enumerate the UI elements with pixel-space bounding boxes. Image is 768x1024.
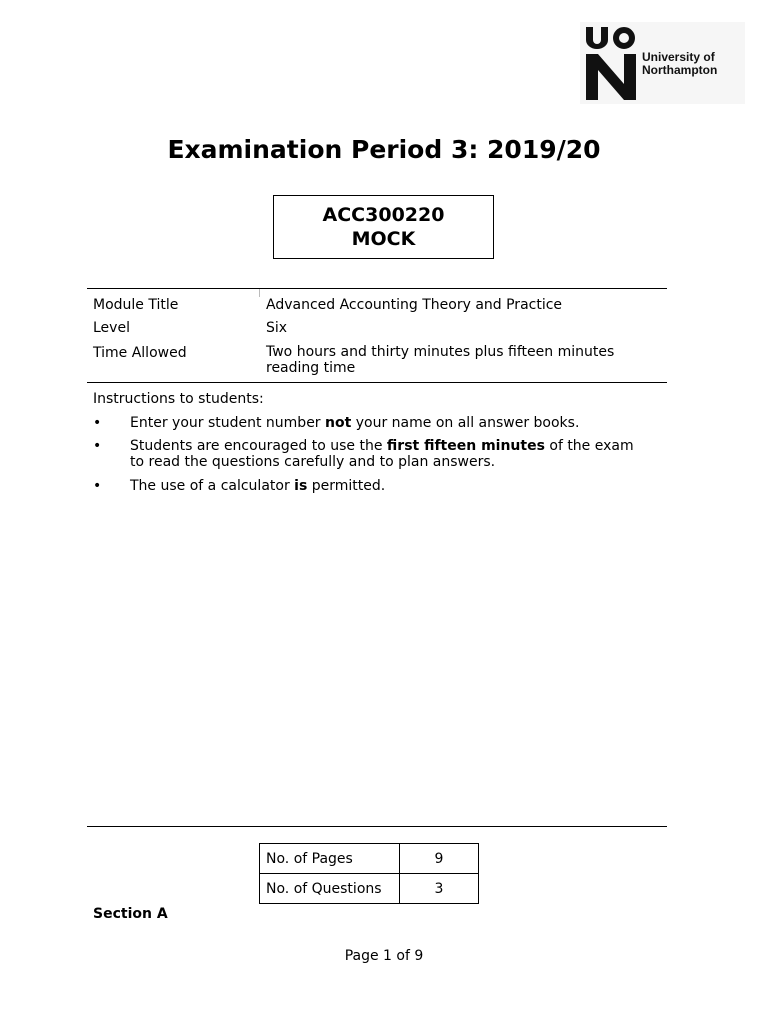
logo-letter-n-icon (586, 54, 636, 100)
exam-summary-table (259, 843, 479, 904)
bullet-1: • (93, 415, 102, 431)
time-allowed-value: Two hours and thirty minutes plus fifteen minutes reading time (266, 344, 615, 376)
instruction-3-bold: is (294, 478, 308, 494)
module-code: ACC300220 (322, 204, 445, 226)
module-title-label: Module Title (93, 297, 179, 313)
divider-middle (87, 382, 667, 383)
pages-label: No. of Pages (260, 844, 400, 874)
instructions-heading: Instructions to students: (93, 391, 264, 407)
instruction-item-1 (130, 415, 650, 431)
module-title-value: Advanced Accounting Theory and Practice (266, 297, 563, 313)
module-code-box (273, 195, 494, 259)
questions-label: No. of Questions (260, 874, 400, 904)
logo-line-2: Northampton (642, 63, 718, 77)
level-label: Level (93, 320, 130, 336)
instruction-item-3 (130, 478, 650, 494)
instruction-1-text: Enter your student number (130, 415, 326, 431)
table-row (260, 844, 479, 874)
logo-wordmark (642, 51, 717, 77)
logo-line-1: University of (642, 50, 715, 64)
divider-top (87, 288, 667, 289)
page-number: Page 1 of 9 (344, 948, 424, 964)
questions-value: 3 (400, 874, 479, 904)
instruction-3-text-end: permitted. (307, 478, 386, 494)
bullet-2: • (93, 438, 102, 454)
divider-bottom (87, 826, 667, 827)
instruction-3-text: The use of a calculator (130, 478, 295, 494)
time-allowed-label: Time Allowed (93, 345, 187, 361)
instruction-item-2 (130, 438, 645, 470)
instruction-1-text-end: your name on all answer books. (351, 415, 580, 431)
instruction-2-bold: first fifteen minutes (386, 438, 545, 454)
logo-letter-o-icon (613, 27, 635, 49)
table-row (260, 874, 479, 904)
instruction-2-text: Students are encouraged to use the (130, 438, 387, 454)
pages-value: 9 (400, 844, 479, 874)
bullet-3: • (93, 478, 102, 494)
page-title: Examination Period 3: 2019/20 (167, 135, 601, 164)
instruction-1-bold: not (325, 415, 352, 431)
level-value: Six (266, 320, 288, 336)
column-divider (259, 289, 260, 297)
logo-letter-u-icon (586, 27, 608, 49)
instruction-2-text-end: of the exam to read the questions carefully and to plan answers. (130, 438, 634, 470)
mock-label: MOCK (351, 228, 416, 250)
section-heading: Section A (93, 906, 168, 922)
